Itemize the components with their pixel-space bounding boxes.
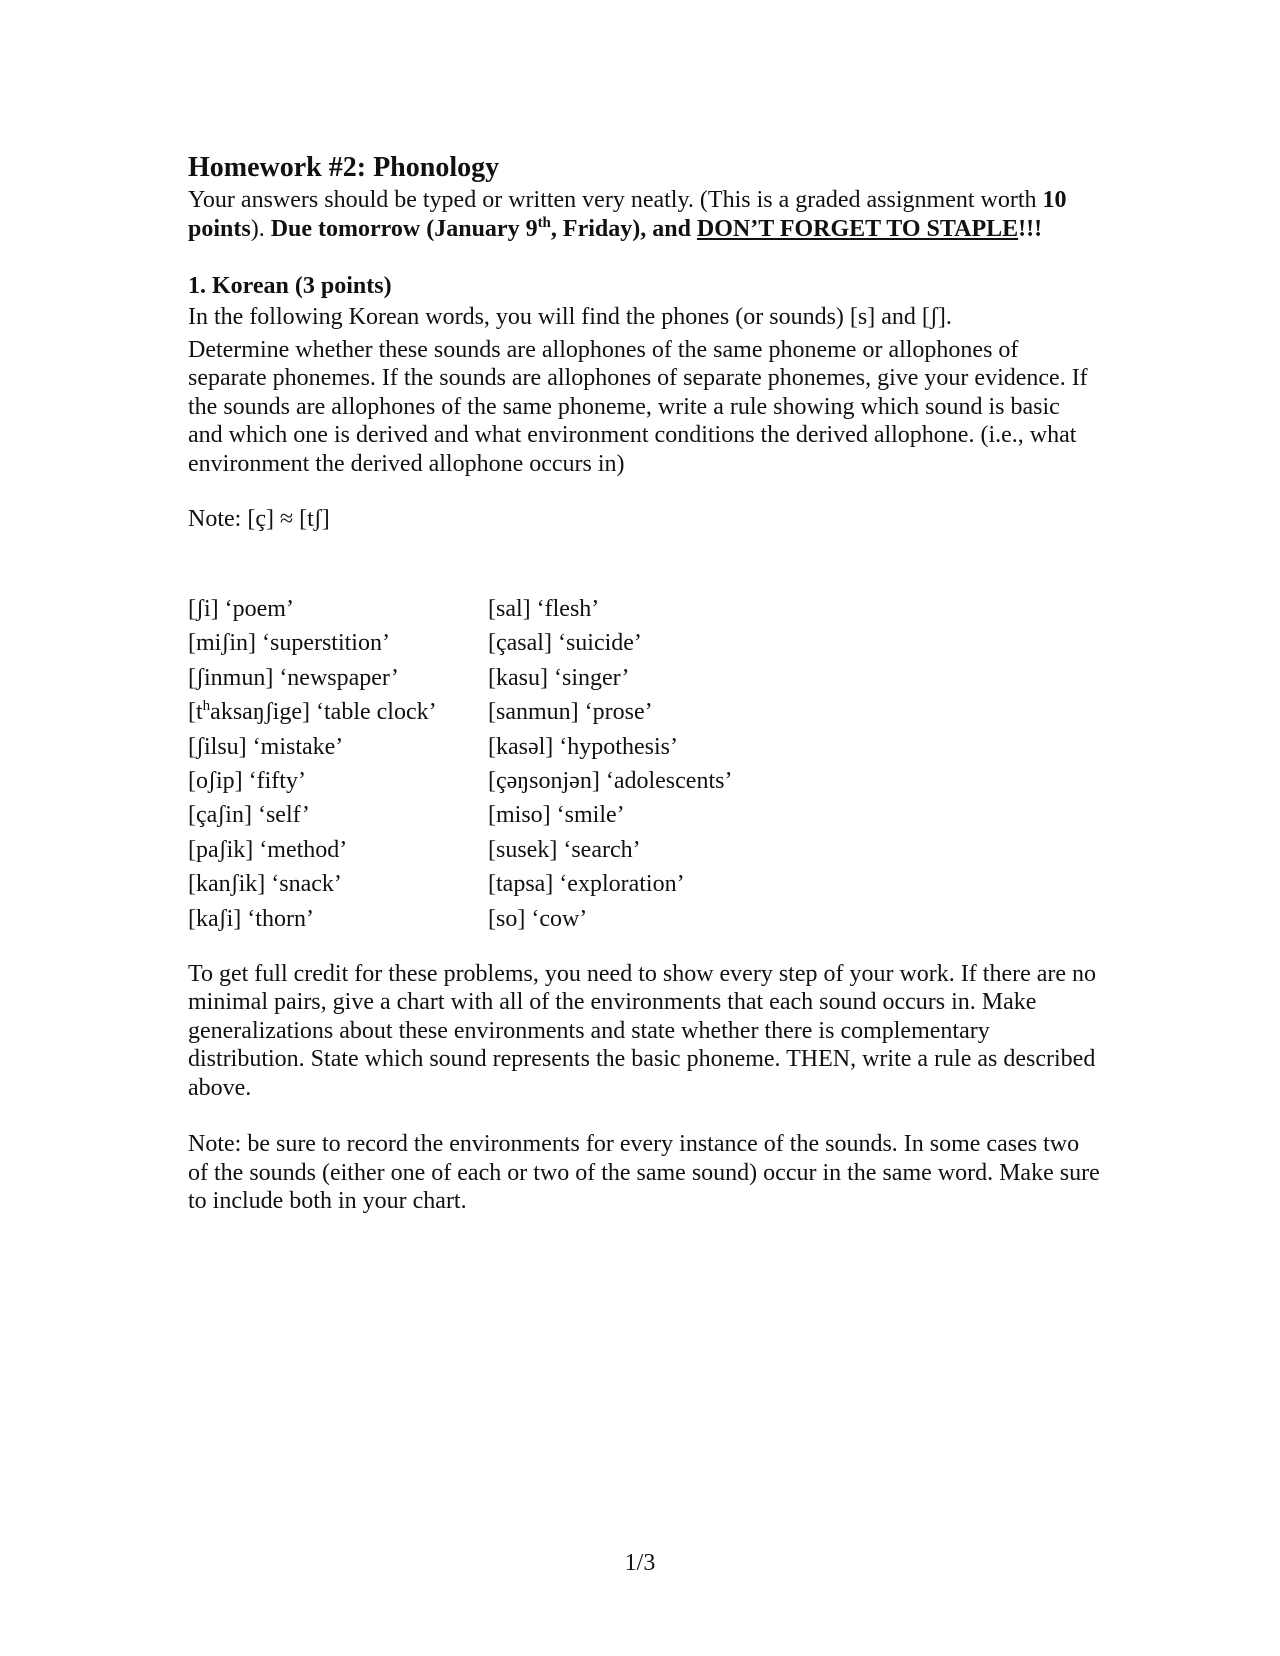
after-points-text: ). bbox=[250, 215, 271, 242]
word-column-right bbox=[488, 592, 888, 936]
word-entry: [tapsa] ‘exploration’ bbox=[488, 871, 685, 898]
word-entry: [çasal] ‘suicide’ bbox=[488, 630, 642, 657]
points-text: 10 points bbox=[188, 187, 1067, 242]
due-superscript: th bbox=[537, 214, 551, 231]
word-column-left bbox=[188, 592, 488, 936]
word-entry: [paʃik] ‘method’ bbox=[188, 836, 348, 863]
document-title: Homework #2: Phonology bbox=[188, 152, 500, 183]
staple-exclaim: !!! bbox=[1018, 215, 1043, 242]
note-approximation: Note: [ç] ≈ [tʃ] bbox=[188, 506, 330, 532]
due-suffix: , Friday), and bbox=[550, 215, 697, 242]
word-entry: [çəŋsonjən] ‘adolescents’ bbox=[488, 767, 733, 794]
word-entry: [kasu] ‘singer’ bbox=[488, 664, 630, 691]
word-entry: [kanʃik] ‘snack’ bbox=[188, 871, 342, 898]
word-entry: [kasəl] ‘hypothesis’ bbox=[488, 733, 678, 760]
word-entry: [ʃi] ‘poem’ bbox=[188, 596, 294, 622]
word-list bbox=[188, 592, 1100, 936]
word-entry: [ʃinmun] ‘newspaper’ bbox=[188, 664, 399, 691]
word-entry: [susek] ‘search’ bbox=[488, 836, 641, 863]
word-entry: [sal] ‘flesh’ bbox=[488, 596, 600, 622]
section-heading-korean: 1. Korean (3 points) bbox=[188, 273, 392, 299]
word-entry: [miso] ‘smile’ bbox=[488, 802, 625, 829]
page-number: 1/3 bbox=[624, 1550, 656, 1576]
due-prefix: Due tomorrow (January 9 bbox=[270, 215, 538, 242]
intro-text: Your answers should be typed or written very neatly. (This is a graded assignment worth bbox=[188, 187, 1043, 213]
word-entry: [çaʃin] ‘self’ bbox=[188, 802, 310, 829]
credit-instructions: To get full credit for these problems, you need to show every step of your work. If there are no minimal pairs, give a chart with all of the environments that each sound occurs in. Make generalizations about these environments and state whether there is complementary distribution. State which sound represents the basic phoneme. THEN, write a rule as described above. bbox=[188, 960, 1097, 1101]
record-environments-note: Note: be sure to record the environments for every instance of the sounds. In some cases two of the sounds (either one of each or two of the same sound) occur in the same word. Make sure to include both in your chart. bbox=[188, 1131, 1100, 1215]
word-entry: [oʃip] ‘fifty’ bbox=[188, 767, 306, 794]
word-entry: [ʃilsu] ‘mistake’ bbox=[188, 733, 344, 760]
staple-reminder: DON’T FORGET TO STAPLE bbox=[696, 215, 1019, 242]
word-entry: [miʃin] ‘superstition’ bbox=[188, 630, 390, 657]
due-date-text bbox=[271, 216, 1042, 242]
document-page bbox=[188, 150, 1100, 1216]
word-entry: [so] ‘cow’ bbox=[488, 905, 588, 932]
word-entry: [sanmun] ‘prose’ bbox=[488, 699, 653, 726]
word-entry: $[t^haksaŋʃige]$ ‘table clock’ bbox=[188, 698, 437, 726]
instructions-paragraph-2: Determine whether these sounds are allophones of the same phoneme or allophones of separate phonemes. If the sounds are allophones of separate phonemes, give your evidence. If the sounds are allophones of the same phoneme, write a rule showing which sound is basic and which one is derived and what environment conditions the derived allophone. (i.e., what environment the derived allophone occurs in) bbox=[188, 336, 1088, 477]
intro-paragraph bbox=[188, 186, 1100, 243]
instructions-paragraph-1: In the following Korean words, you will find the phones (or sounds) [s] and [ʃ]. bbox=[188, 304, 952, 330]
word-entry: [kaʃi] ‘thorn’ bbox=[188, 905, 314, 932]
